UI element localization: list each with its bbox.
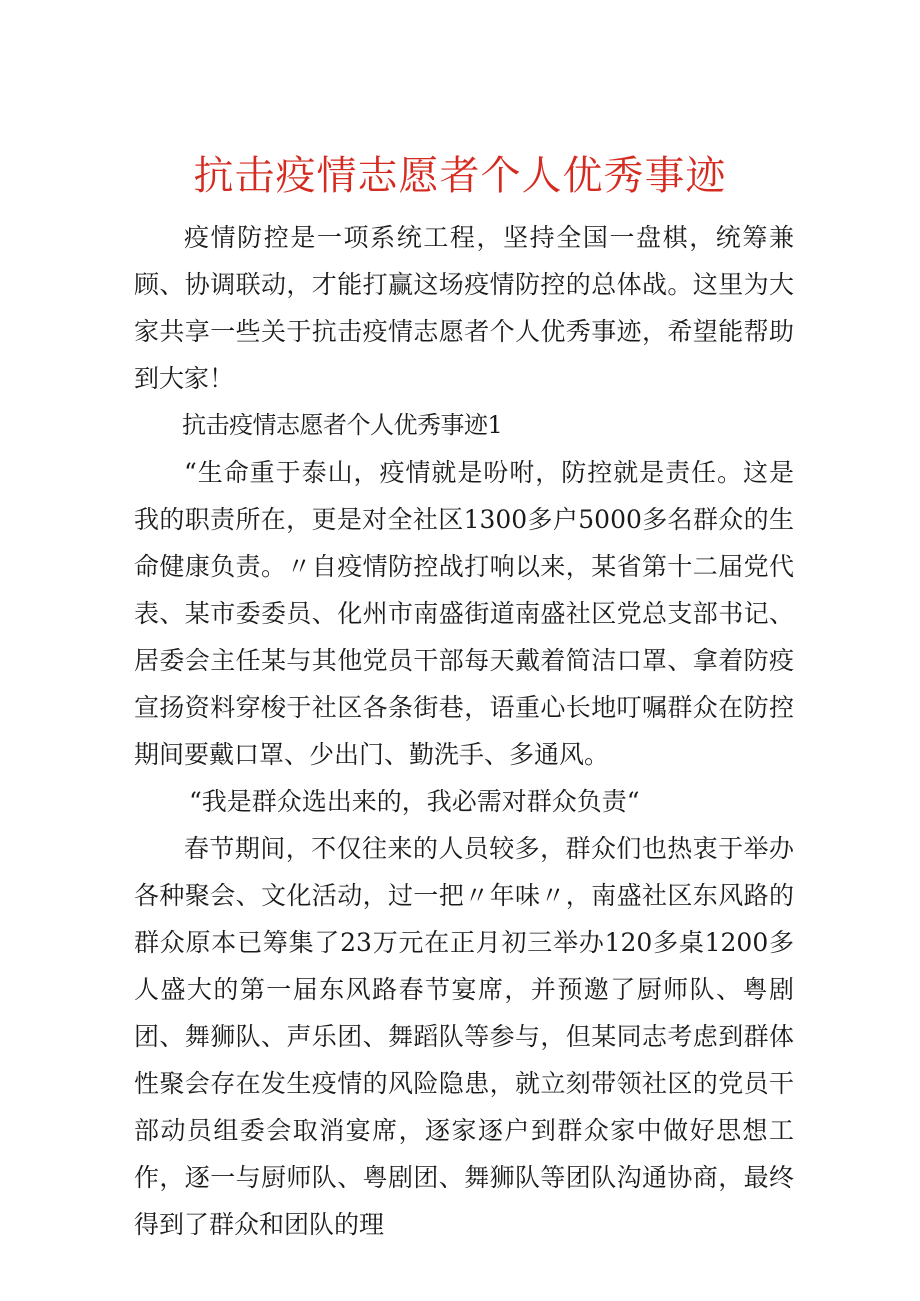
intro-paragraph: 疫情防控是一项系统工程，坚持全国一盘棋，统筹兼顾、协调联动，才能打赢这场疫情防控的总体战。这里为大家共享一些关于抗击疫情志愿者个人优秀事迹，希望能帮助到大家！: [134, 223, 794, 393]
body-paragraph-1: “生命重于泰山，疫情就是吩咐，防控就是责任。这是我的职责所在，更是对全社区1300多户5000多名群众的生命健康负责。〃自疫情防控战打响以来，某省第十二届党代表、某市委委员、化州市南盛街道南盛社区党总支部书记、居委会主任某与其他党员干部每天戴着简洁口罩、拿着防疫宣扬资料穿梭于社区各条街巷，语重心长地叮嘱群众在防控期间要戴口罩、少出门、勤洗手、多通风。: [134, 458, 794, 769]
quote-paragraph: “我是群众选出来的，我必需对群众负责“: [189, 787, 640, 816]
section-heading: 抗击疫情志愿者个人优秀事迹1: [182, 411, 503, 439]
document-body: [134, 214, 794, 1248]
document-title: 抗击疫情志愿者个人优秀事迹: [193, 153, 727, 199]
body-paragraph-2: 春节期间，不仅往来的人员较多，群众们也热衷于举办各种聚会、文化活动，过一把〃年味〃，南盛社区东风路的群众原本已筹集了23万元在正月初三举办120多桌1200多人盛大的第一届东风路春节宴席，并预邀了厨师队、粤剧团、舞狮队、声乐团、舞蹈队等参与，但某同志考虑到群体性聚会存在发生疫情的风险隐患，就立刻带领社区的党员干部动员组委会取消宴席，逐家逐户到群众家中做好思想工作，逐一与厨师队、粤剧团、舞狮队等团队沟通协商，最终得到了群众和团队的理: [134, 834, 794, 1239]
